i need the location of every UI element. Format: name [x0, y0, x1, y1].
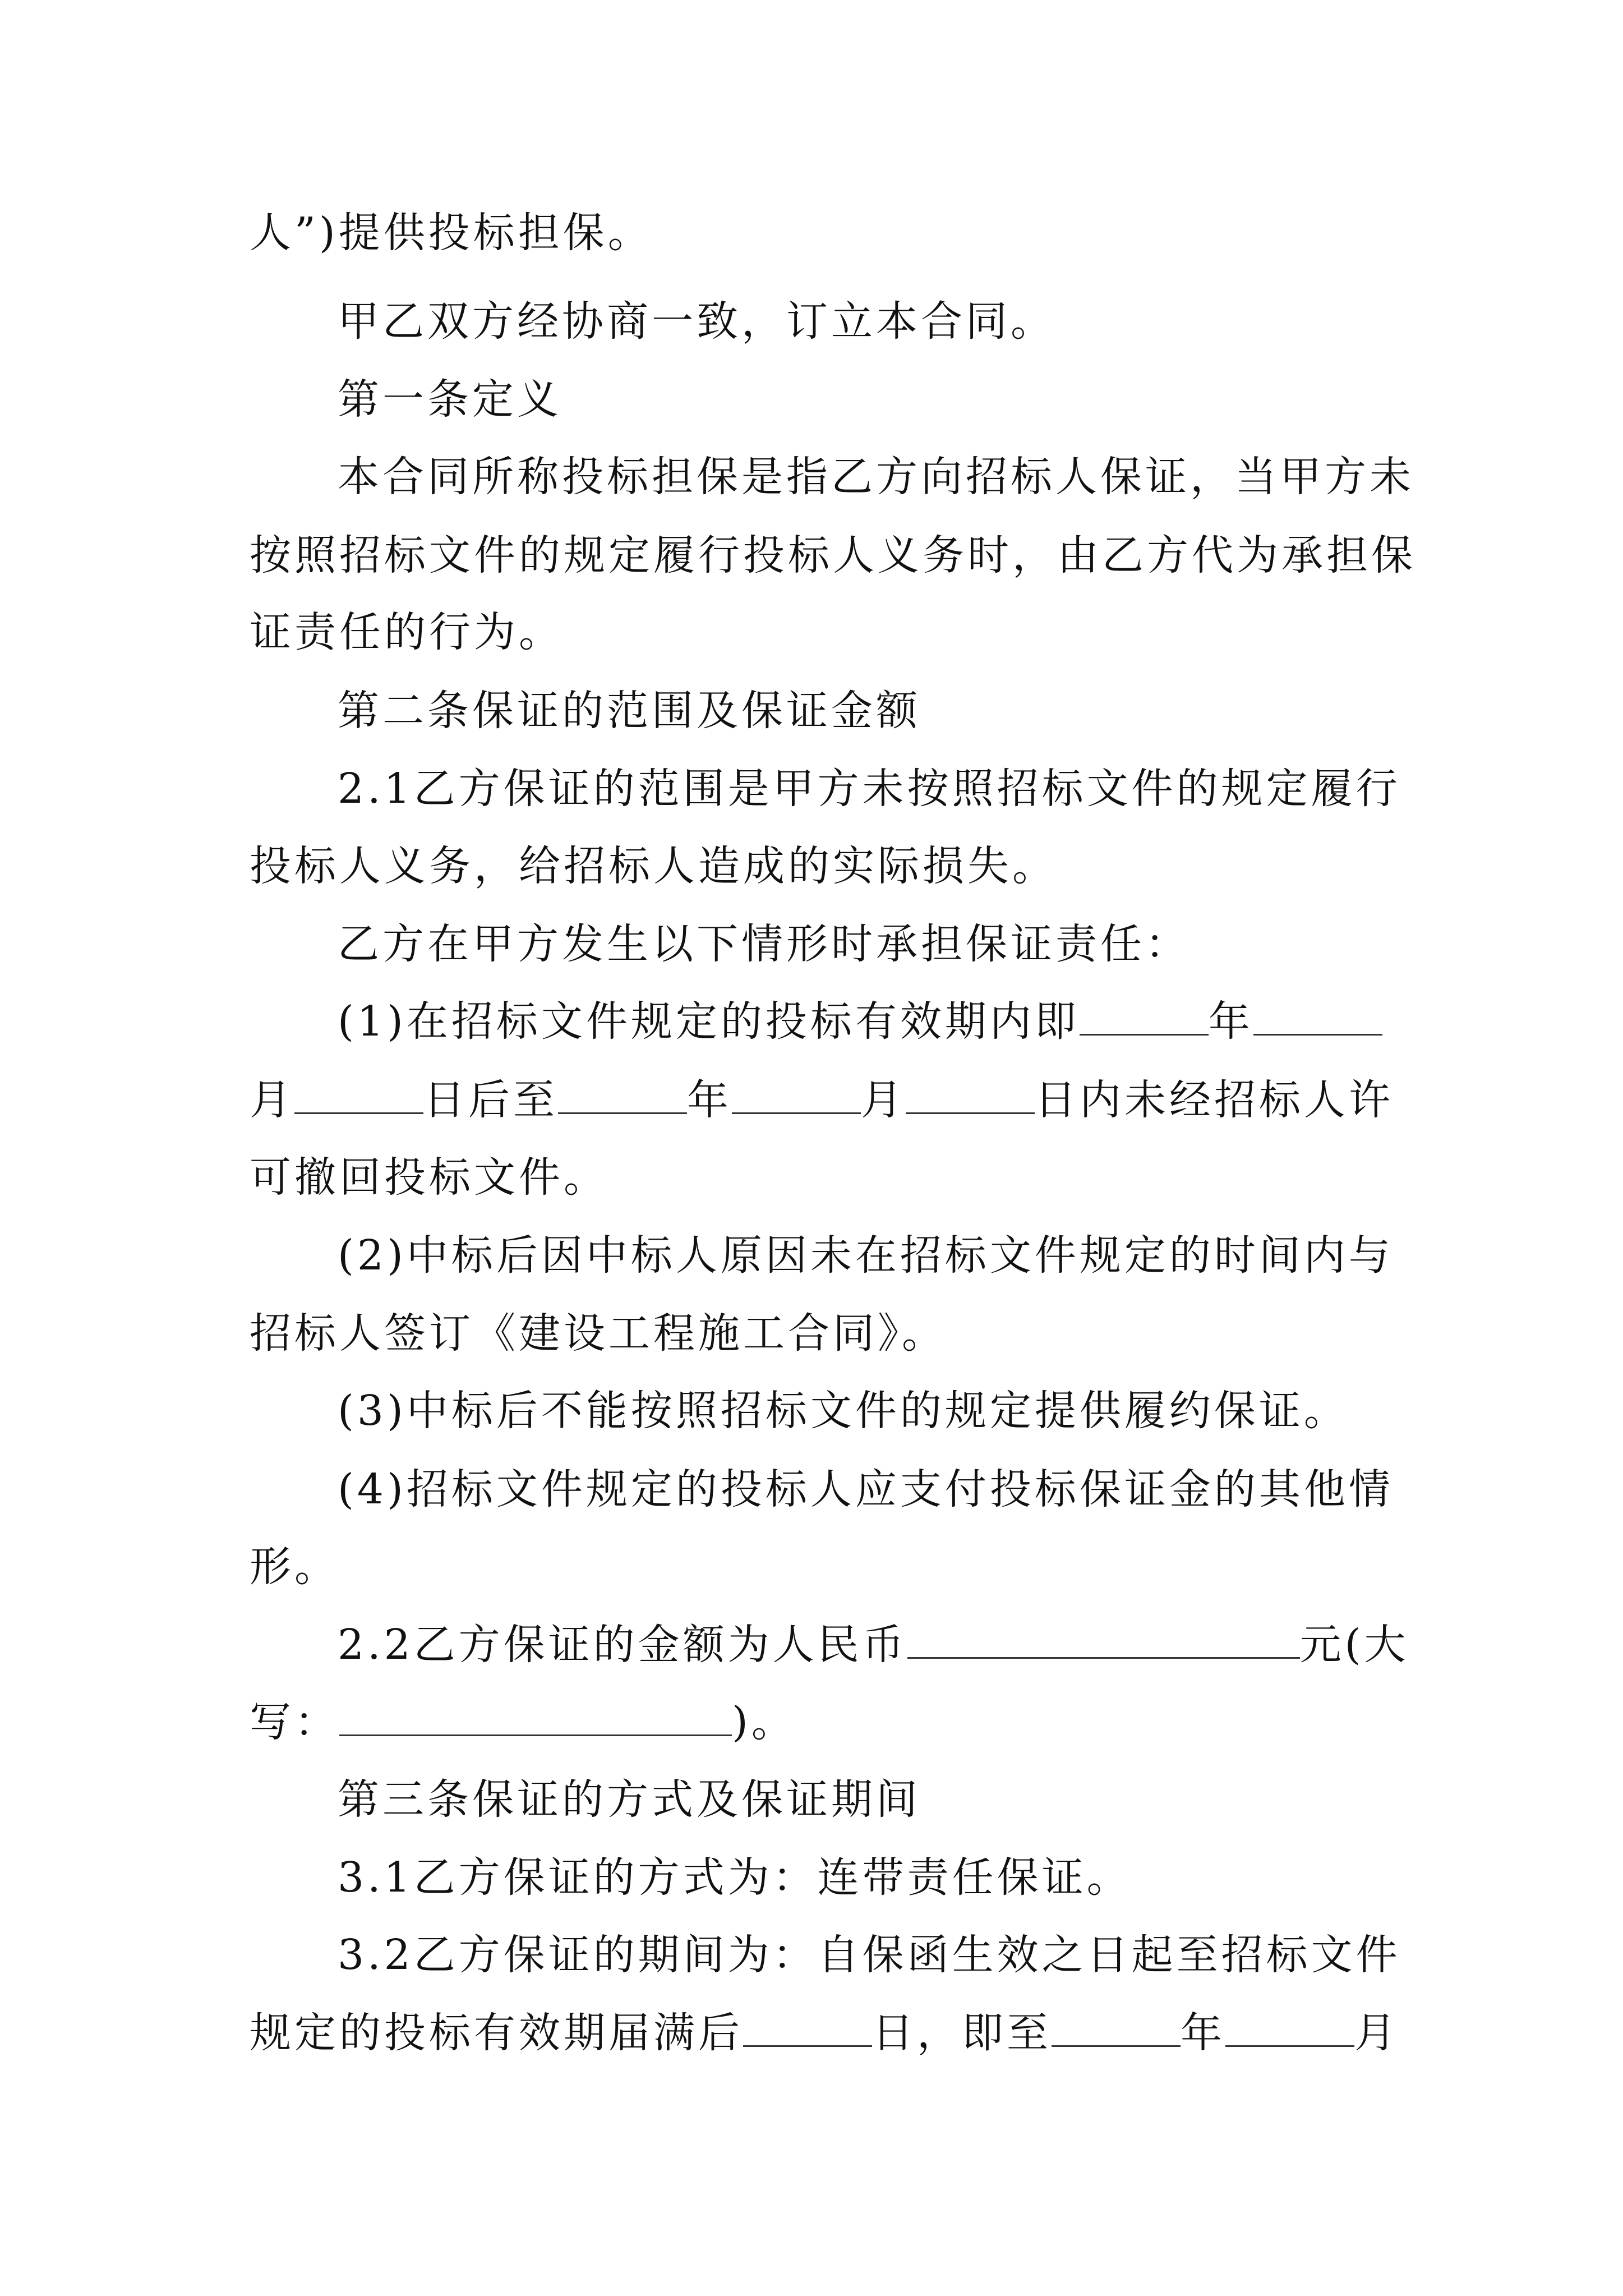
- text-span: 3.1乙方保证的方式为：连带责任保证。: [338, 1853, 1132, 1902]
- text-line: [0, 1149, 1623, 1205]
- text-line: [0, 527, 1623, 583]
- fill-in-blank: [1253, 995, 1382, 1036]
- text-line: [0, 993, 1623, 1050]
- fill-in-blank: [558, 1073, 687, 1114]
- text-span: 2.2乙方保证的金额为人民币: [338, 1621, 907, 1669]
- text-span: 日，即至: [872, 2009, 1052, 2057]
- text-span: 写：: [250, 1698, 339, 1746]
- text-line: [0, 2005, 1623, 2061]
- text-span: 第一条定义: [338, 375, 562, 424]
- fill-in-blank: [1225, 2006, 1354, 2047]
- text-span: 本合同所称投标担保是指乙方向招标人保证，当甲方未: [338, 453, 1414, 501]
- section-heading: [0, 371, 1623, 427]
- text-line: [0, 838, 1623, 894]
- text-line: [0, 1927, 1623, 1983]
- fill-in-blank: [732, 1073, 861, 1114]
- text-line: [0, 1383, 1623, 1439]
- text-span: 元(大: [1299, 1621, 1409, 1669]
- fill-in-blank: [743, 2006, 872, 2047]
- text-span: 可撤回投标文件。: [250, 1153, 608, 1202]
- text-line: [0, 1849, 1623, 1906]
- text-span: 形。: [250, 1543, 339, 1591]
- text-span: 证责任的行为。: [250, 608, 564, 656]
- text-span: 月: [861, 1076, 906, 1124]
- text-span: 乙方在甲方发生以下情形时承担保证责任：: [338, 920, 1190, 968]
- text-line: [0, 1617, 1623, 1673]
- text-line: [0, 1539, 1623, 1595]
- text-line: [0, 916, 1623, 972]
- text-span: 按照招标文件的规定履行投标人义务时，由乙方代为承担保: [250, 531, 1416, 579]
- text-span: 年: [687, 1076, 732, 1124]
- fill-in-blank: [907, 1618, 1300, 1659]
- text-span: 2.1乙方保证的范围是甲方未按照招标文件的规定履行: [338, 765, 1401, 813]
- text-span: 第二条保证的范围及保证金额: [338, 687, 921, 735]
- text-line: [0, 1305, 1623, 1361]
- text-span: (4)招标文件规定的投标人应支付投标保证金的其他情: [338, 1465, 1394, 1513]
- text-span: 第三条保证的方式及保证期间: [338, 1775, 921, 1824]
- section-heading: [0, 683, 1623, 739]
- text-span: 年: [1208, 997, 1253, 1046]
- text-span: 日内未经招标人许: [1035, 1076, 1394, 1124]
- text-line: [0, 761, 1623, 817]
- text-span: (3)中标后不能按照招标文件的规定提供履约保证。: [338, 1387, 1349, 1435]
- text-span: 年: [1181, 2009, 1225, 2057]
- text-line: [0, 1461, 1623, 1517]
- text-line: [0, 449, 1623, 505]
- text-span: 规定的投标有效期届满后: [250, 2009, 743, 2057]
- text-line: [0, 604, 1623, 660]
- text-line: [0, 1072, 1623, 1128]
- fill-in-blank: [1052, 2006, 1181, 2047]
- text-line: [0, 205, 1623, 261]
- text-span: 人”)提供投标担保。: [250, 209, 653, 257]
- fill-in-blank: [294, 1073, 423, 1114]
- text-line: [0, 1227, 1623, 1283]
- text-span: 日后至: [423, 1076, 558, 1124]
- text-span: (2)中标后因中标人原因未在招标文件规定的时间内与: [338, 1231, 1394, 1280]
- text-span: 3.2乙方保证的期间为：自保函生效之日起至招标文件: [338, 1931, 1401, 1979]
- fill-in-blank: [906, 1073, 1035, 1114]
- text-span: (1)在招标文件规定的投标有效期内即: [338, 997, 1080, 1046]
- fill-in-blank: [339, 1695, 732, 1736]
- text-span: 甲乙双方经协商一致，订立本合同。: [338, 297, 1055, 346]
- section-heading: [0, 1772, 1623, 1828]
- text-span: 月: [1354, 2009, 1399, 2057]
- text-span: 投标人义务，给招标人造成的实际损失。: [250, 842, 1057, 890]
- fill-in-blank: [1080, 995, 1209, 1036]
- text-span: 月: [250, 1076, 294, 1124]
- text-span: )。: [732, 1698, 796, 1746]
- text-span: 招标人签订《建设工程施工合同》。: [250, 1309, 947, 1358]
- text-line: [0, 293, 1623, 349]
- text-line: [0, 1694, 1623, 1750]
